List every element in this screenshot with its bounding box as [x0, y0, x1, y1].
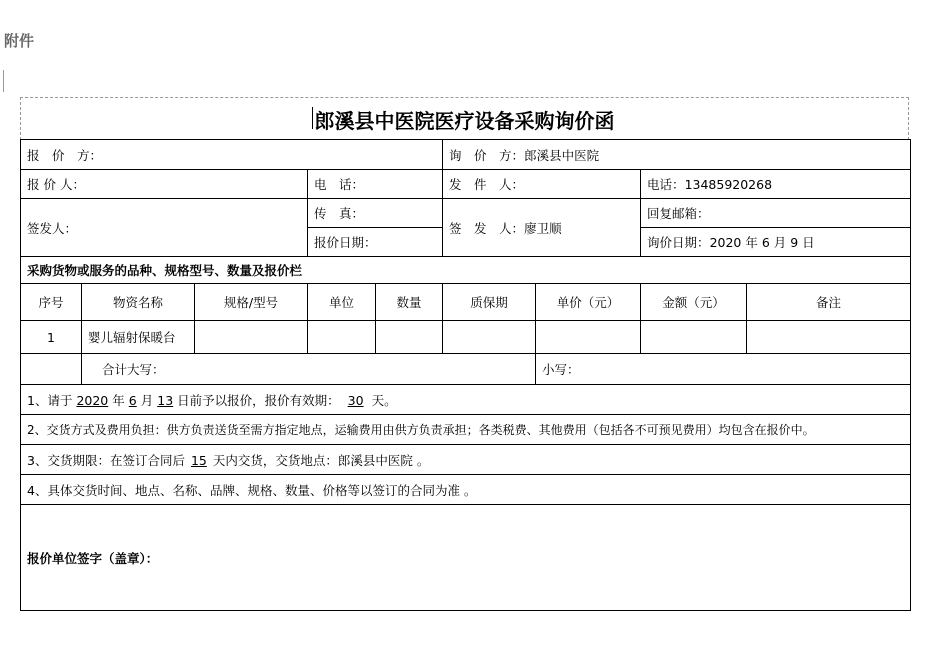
item-amount[interactable]	[641, 321, 747, 354]
row-number: 1	[21, 321, 82, 354]
totals-blank	[21, 354, 82, 385]
table-row	[21, 321, 911, 354]
quote-person-cell[interactable]	[21, 170, 308, 199]
sender-cell	[443, 170, 641, 199]
col-header: 数量	[376, 284, 443, 321]
validity-days: 30	[347, 392, 364, 408]
col-header: 单价（元）	[536, 284, 641, 321]
issuer-label: 签 发 人：	[449, 220, 525, 236]
page-title-text: 郎溪县中医院医疗设备采购询价函	[314, 108, 615, 133]
issuer-cell	[443, 199, 641, 257]
margin-marker	[0, 70, 4, 92]
page-title	[315, 105, 615, 134]
col-header: 金额（元）	[641, 284, 747, 321]
total-upper-cell[interactable]	[82, 354, 536, 385]
reply-email-label: 回复邮箱：	[647, 206, 710, 221]
totals-row	[21, 354, 911, 385]
signer-cell[interactable]	[21, 199, 308, 257]
deadline-year: 2020	[76, 392, 109, 408]
clause-1-text: 月	[140, 392, 154, 408]
text-cursor	[312, 107, 313, 129]
delivery-days: 15	[190, 452, 207, 468]
fax-cell[interactable]	[308, 199, 443, 228]
inquirer-value: 郎溪县中医院	[524, 147, 600, 163]
item-spec[interactable]	[195, 321, 308, 354]
col-header: 备注	[747, 284, 911, 321]
attachment-label: 附件	[4, 32, 35, 50]
total-lower-label: 小写：	[542, 362, 580, 377]
col-header: 质保期	[443, 284, 536, 321]
clause-3-text: 3、交货期限：在签订合同后	[27, 452, 185, 468]
sender-label: 发 件 人：	[449, 177, 525, 192]
clause-2: 2、交货方式及费用负担：供方负责送货至需方指定地点，运输费用由供方负责承担；各类税费、其他费用（包括各不可预见费用）均包含在报价中。	[21, 415, 911, 445]
inquiry-date-label: 询价日期：	[647, 235, 710, 250]
inquirer-label: 询 价 方：	[449, 147, 525, 163]
quoter-label: 报 价 方：	[27, 147, 103, 163]
item-name: 婴儿辐射保暖台	[82, 321, 195, 354]
item-qty[interactable]	[376, 321, 443, 354]
inquiry-date-value: 2020 年 6 月 9 日	[709, 235, 815, 250]
clause-1-text: 日前予以报价，报价有效期：	[177, 392, 340, 408]
phone-label: 电 话：	[314, 177, 365, 192]
phone-cell[interactable]	[308, 170, 443, 199]
total-lower-cell[interactable]	[536, 354, 911, 385]
inquiry-form-table	[20, 139, 911, 611]
item-unit[interactable]	[308, 321, 376, 354]
quote-date-label: 报价日期：	[314, 235, 377, 250]
inquiry-date-cell	[641, 228, 911, 257]
item-remark[interactable]	[747, 321, 911, 354]
clause-3	[21, 445, 911, 475]
quote-date-cell[interactable]	[308, 228, 443, 257]
col-header: 物资名称	[82, 284, 195, 321]
quoter-cell[interactable]	[21, 140, 443, 170]
clause-4: 4、具体交货时间、地点、名称、品牌、规格、数量、价格等以签订的合同为准 。	[21, 475, 911, 505]
clause-1-text: 年	[112, 392, 125, 408]
clause-1-text: 天。	[371, 392, 397, 408]
col-header: 单位	[308, 284, 376, 321]
signature-label: 报价单位签字（盖章）：	[27, 550, 159, 566]
reply-email-cell	[641, 199, 911, 228]
column-header-row	[21, 284, 911, 321]
col-header: 序号	[21, 284, 82, 321]
section-title: 采购货物或服务的品种、规格型号、数量及报价栏	[21, 257, 911, 284]
sender-phone-cell	[641, 170, 911, 199]
deadline-day: 13	[157, 392, 174, 408]
clause-1	[21, 385, 911, 415]
total-upper-label: 合计大写：	[102, 362, 165, 377]
item-warranty[interactable]	[443, 321, 536, 354]
signature-area[interactable]	[21, 505, 911, 611]
signer-label: 签发人：	[27, 220, 78, 236]
clause-3-text: 天内交货，交货地点：郎溪县中医院 。	[212, 452, 430, 468]
deadline-month: 6	[128, 392, 137, 408]
inquirer-cell	[443, 140, 911, 170]
clause-1-text: 1、请于	[27, 392, 73, 408]
title-area	[20, 97, 909, 140]
issuer-value: 廖卫顺	[524, 220, 562, 236]
fax-label: 传 真：	[314, 206, 365, 221]
quote-person-label: 报 价 人：	[27, 177, 85, 192]
item-price[interactable]	[536, 321, 641, 354]
col-header: 规格/型号	[195, 284, 308, 321]
sender-phone-value: 13485920268	[684, 177, 773, 192]
sender-phone-label: 电话：	[647, 177, 685, 192]
